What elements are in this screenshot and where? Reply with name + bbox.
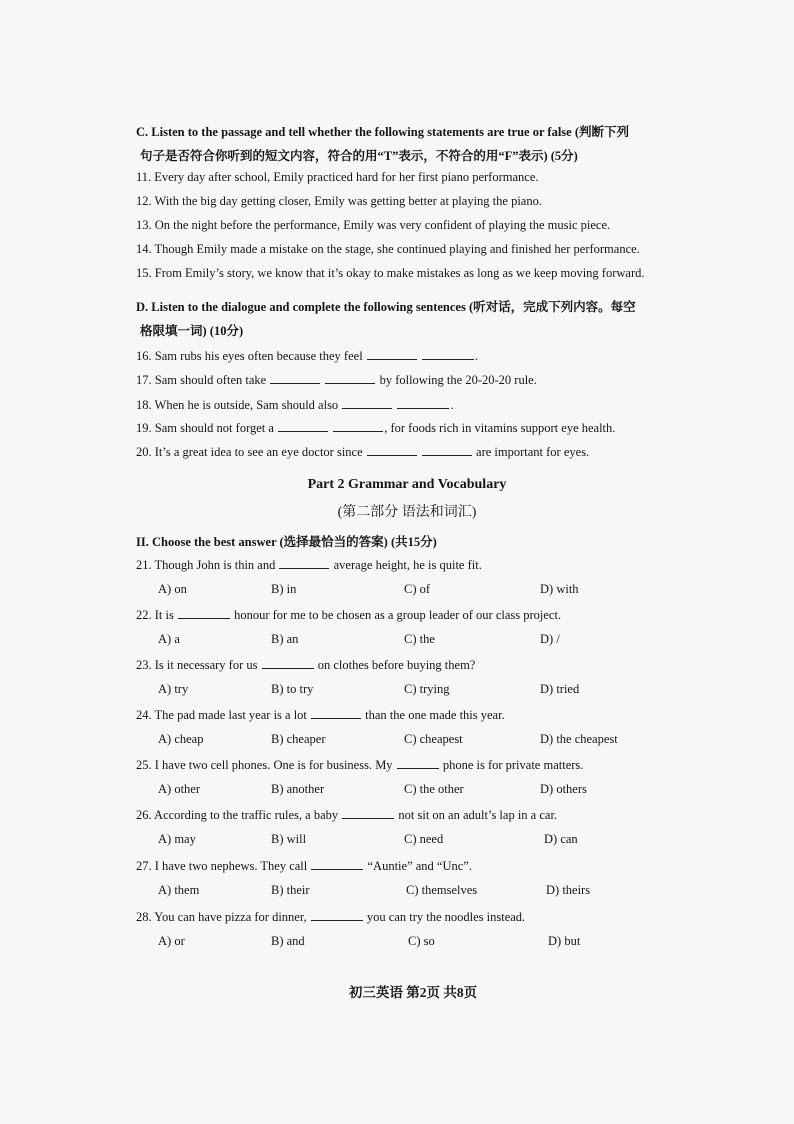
option-a[interactable]: A) may [158, 832, 196, 846]
sentence-16-end: . [474, 349, 479, 363]
question-26 [136, 807, 557, 823]
option-d[interactable]: D) can [544, 832, 578, 846]
option-c[interactable]: C) so [408, 934, 435, 948]
question-28 [136, 909, 525, 925]
question-23-options [158, 682, 678, 698]
option-a[interactable]: A) or [158, 934, 185, 948]
option-a[interactable]: A) other [158, 782, 200, 796]
section-d-title [136, 295, 676, 343]
option-b[interactable]: B) an [271, 632, 299, 646]
option-d[interactable]: D) others [540, 782, 587, 796]
question-21-options [158, 582, 678, 598]
option-b[interactable]: B) to try [271, 682, 314, 696]
question-27-end: “Auntie” and “Unc”. [367, 859, 472, 873]
option-b[interactable]: B) another [271, 782, 325, 796]
question-22-options [158, 632, 678, 648]
answer-blank[interactable] [311, 909, 363, 921]
sentence-20-end: are important for eyes. [476, 445, 590, 459]
option-b[interactable]: B) in [271, 582, 297, 596]
question-25-text: 25. I have two cell phones. One is for business. My [136, 758, 393, 772]
answer-blank[interactable] [342, 397, 392, 409]
option-a[interactable]: A) on [158, 582, 187, 596]
option-c[interactable]: C) trying [404, 682, 450, 696]
answer-blank[interactable] [325, 372, 375, 384]
answer-blank[interactable] [311, 858, 363, 870]
option-d[interactable]: D) / [540, 632, 560, 646]
question-23-end: on clothes before buying them? [317, 658, 476, 672]
option-b[interactable]: B) will [271, 832, 307, 846]
sentence-20-text: 20. It’s a great idea to see an eye doctor since [136, 445, 363, 459]
answer-blank[interactable] [262, 657, 314, 669]
question-21-text: 21. Though John is thin and [136, 558, 276, 572]
question-22-end: honour for me to be chosen as a group leader of our class project. [234, 608, 562, 622]
sentence-17-text: 17. Sam should often take [136, 373, 267, 387]
part2-subheading: (第二部分 语法和词汇) [337, 505, 477, 520]
statement-15: 15. From Emily’s story, we know that it’s okay to make mistakes as long as we keep moving forward. [136, 266, 645, 280]
question-21 [136, 557, 482, 573]
section-d-title-line2: 格限填一词) (10分) [140, 324, 244, 338]
question-22 [136, 607, 561, 623]
statement-11: 11. Every day after school, Emily practiced hard for her first piano performance. [136, 170, 539, 184]
sentence-16 [136, 348, 478, 364]
answer-blank[interactable] [367, 444, 417, 456]
question-24-text: 24. The pad made last year is a lot [136, 708, 307, 722]
answer-blank[interactable] [333, 420, 383, 432]
sentence-17-end: by following the 20-20-20 rule. [379, 373, 537, 387]
section-d-title-line1: D. Listen to the dialogue and complete the following sentences (听对话，完成下列内容。每空 [136, 300, 636, 314]
answer-blank[interactable] [311, 707, 361, 719]
part2-heading: Part 2 Grammar and Vocabulary [307, 477, 507, 492]
option-c[interactable]: C) cheapest [404, 732, 463, 746]
sentence-20 [136, 444, 589, 460]
option-c[interactable]: C) the other [404, 782, 464, 796]
option-d[interactable]: D) tried [540, 682, 580, 696]
answer-blank[interactable] [278, 420, 328, 432]
sentence-19-text: 19. Sam should not forget a [136, 421, 274, 435]
statement-12: 12. With the big day getting closer, Emily was getting better at playing the piano. [136, 194, 542, 208]
question-25-options [158, 782, 678, 798]
option-d[interactable]: D) the cheapest [540, 732, 618, 746]
question-26-text: 26. According to the traffic rules, a baby [136, 808, 339, 822]
option-c[interactable]: C) themselves [406, 883, 478, 897]
question-24 [136, 707, 505, 723]
sentence-17 [136, 372, 537, 388]
sentence-18-text: 18. When he is outside, Sam should also [136, 398, 339, 412]
option-b[interactable]: B) cheaper [271, 732, 326, 746]
option-d[interactable]: D) theirs [546, 883, 591, 897]
answer-blank[interactable] [270, 372, 320, 384]
statement-14: 14. Though Emily made a mistake on the stage, she continued playing and finished her performance. [136, 242, 640, 256]
question-23 [136, 657, 475, 673]
page-footer: 初三英语 第2页 共8页 [348, 985, 478, 1000]
option-a[interactable]: A) them [158, 883, 200, 897]
question-27-options [158, 883, 678, 899]
question-26-end: not sit on an adult’s lap in a car. [398, 808, 558, 822]
option-d[interactable]: D) with [540, 582, 579, 596]
statement-13: 13. On the night before the performance, Emily was very confident of playing the music piece. [136, 218, 611, 232]
answer-blank[interactable] [342, 807, 394, 819]
question-24-end: than the one made this year. [365, 708, 505, 722]
option-c[interactable]: C) need [404, 832, 444, 846]
answer-blank[interactable] [367, 348, 417, 360]
answer-blank[interactable] [178, 607, 230, 619]
question-28-end: you can try the noodles instead. [366, 910, 526, 924]
question-27 [136, 858, 472, 874]
option-d[interactable]: D) but [548, 934, 581, 948]
question-28-options [158, 934, 678, 950]
answer-blank[interactable] [279, 557, 329, 569]
section-c-title-line2: 句子是否符合你听到的短文内容，符合的用“T”表示，不符合的用“F”表示) (5分) [140, 149, 578, 163]
sentence-18 [136, 397, 454, 413]
option-a[interactable]: A) a [158, 632, 180, 646]
sentence-19 [136, 420, 615, 436]
sentence-18-end: . [450, 398, 454, 412]
question-28-text: 28. You can have pizza for dinner, [136, 910, 307, 924]
answer-blank[interactable] [397, 397, 449, 409]
question-27-text: 27. I have two nephews. They call [136, 859, 308, 873]
section-c-title [136, 120, 676, 168]
answer-blank[interactable] [422, 444, 472, 456]
sentence-16-text: 16. Sam rubs his eyes often because they feel [136, 349, 363, 363]
option-a[interactable]: A) try [158, 682, 189, 696]
option-b[interactable]: B) and [271, 934, 305, 948]
question-25 [136, 757, 583, 773]
question-22-text: 22. It is [136, 608, 174, 622]
sentence-19-end: , for foods rich in vitamins support eye health. [384, 421, 616, 435]
answer-blank[interactable] [422, 348, 474, 360]
question-24-options [158, 732, 678, 748]
section-ii-title: II. Choose the best answer (选择最恰当的答案) (共15分) [136, 535, 437, 549]
question-25-end: phone is for private matters. [442, 758, 584, 772]
question-21-end: average height, he is quite fit. [333, 558, 482, 572]
question-23-text: 23. Is it necessary for us [136, 658, 258, 672]
question-26-options [158, 832, 678, 848]
option-a[interactable]: A) cheap [158, 732, 204, 746]
option-b[interactable]: B) their [271, 883, 310, 897]
option-c[interactable]: C) the [404, 632, 435, 646]
section-c-title-line1: C. Listen to the passage and tell whether the following statements are true or false (判断下列 [136, 125, 630, 139]
answer-blank[interactable] [397, 757, 439, 769]
option-c[interactable]: C) of [404, 582, 431, 596]
